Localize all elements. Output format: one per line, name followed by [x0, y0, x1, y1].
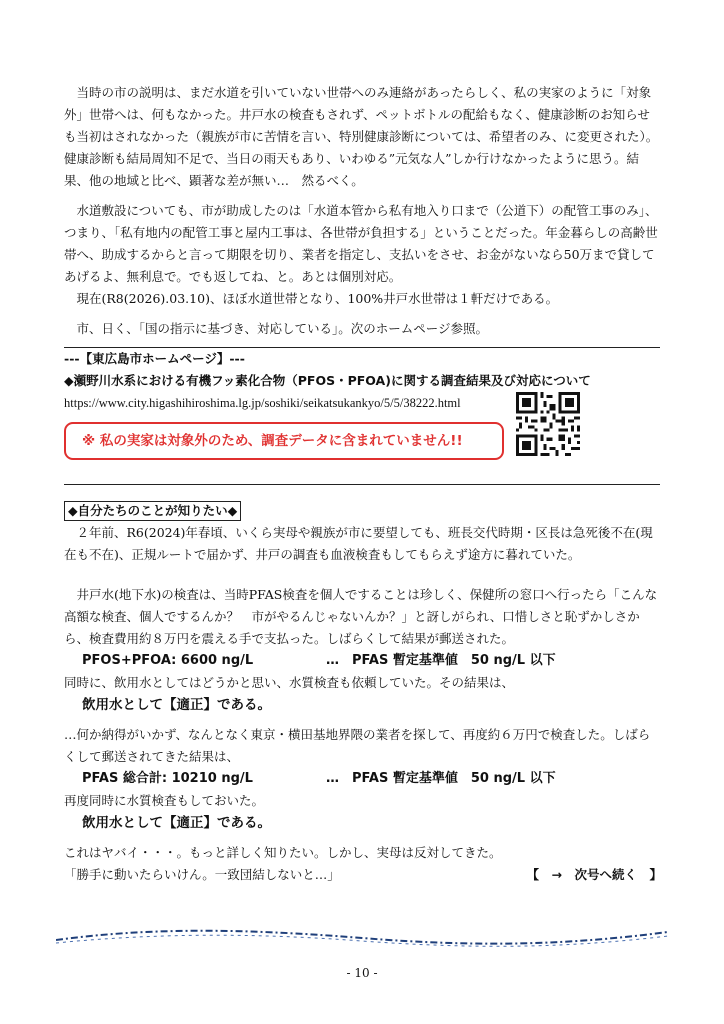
section-paragraph-4: …何か納得がいかず、なんとなく東京・横田基地界隈の業者を探して、再度約６万円で検査した。しばらくして郵送されてきた結果は、: [64, 727, 651, 764]
test-result-1-value: PFOS+PFOA: 6600 ng/L: [82, 653, 254, 668]
test-result-1-standard: … PFAS 暫定基準値 50 ng/L 以下: [326, 653, 556, 668]
test-result-2: [64, 768, 662, 790]
test-result-2-value: PFAS 総合計: 10210 ng/L: [82, 771, 253, 786]
homepage-title: ◆瀬野川水系における有機フッ素化合物（PFOS・PFOA)に関する調査結果及び対応について: [64, 373, 591, 388]
notice-box: [64, 422, 504, 460]
intro-paragraph-4: 市、日く、「国の指示に基づき、対応している」。次のホームページ参照。: [76, 321, 489, 336]
intro-paragraph-2: 水道敷設についても、市が助成したのは「水道本管から私有地入り口まで（公道下）の配管工事のみ」、つまり、「私有地内の配管工事と屋内工事は、各世帯が負担する」ということだった。年金暮らしの高齢世帯へ、助成するからと言って期限を切り、業者を指定し、支払いをさせ、お金がないなら50万まで貸してあげるよ、無利息で。でも返してね、と。あとは個別対応。: [64, 203, 658, 284]
intro-paragraph-1: 当時の市の説明は、まだ水道を引いていない世帯へのみ連絡があったらしく、私の実家のように「対象外」世帯へは、何もなかった。井戸水の検査もされず、ペットボトルの配給もなく、健康診断のお知らせも当初はされなかった（親族が市に苦情を言い、特別健康診断については、希望者のみ、に変更された）。健康診断も結局周知不足で、当日の雨天もあり、いわゆる”元気な人”しか行けなかったように思う。結果、他の地域と比べ、顕著な差が無い… 然るべく。: [64, 85, 659, 188]
qr-code-icon[interactable]: [516, 392, 580, 456]
closing-line: [64, 864, 662, 886]
test-result-2-standard: … PFAS 暫定基準値 50 ng/L 以下: [326, 771, 556, 786]
notice-text: ※ 私の実家は対象外のため、調査データに含まれていません!!: [82, 433, 463, 449]
verdict-1: 飲用水として【適正】である。: [82, 697, 271, 713]
section-paragraph-2: 井戸水(地下水)の検査は、当時PFAS検査を個人ですることは珍しく、保健所の窓口へ行ったら「こんな高額な検査、個人でするんか？ 市がやるんじゃないんか？」と訝しがられ、口惜しさと恥ずかしさから、検査費用約８万円を震える手で支払った。しばらくして結果が郵送された。: [64, 587, 658, 646]
intro-paragraph-3: 現在(R8(2026).03.10)、ほぼ水道世帯となり、100%井戸水世帯は１軒だけである。: [76, 291, 559, 306]
section-paragraph-1: ２年前、R6(2024)年春頃、いくら実母や親族が市に要望しても、班長交代時期・区長は急死後不在(現在も不在)、正規ルートで届かず、井戸の調査も血液検査もしてもらえず途方に暮れていた。: [64, 525, 653, 562]
homepage-url-link[interactable]: https://www.city.higashihiroshima.lg.jp/soshiki/seikatsukankyo/5/5/38222.html: [64, 396, 461, 410]
section-paragraph-6: これはヤバイ・・・。もっと詳しく知りたい。しかし、実母は反対してきた。: [64, 845, 502, 860]
section-heading: ◆自分たちのことが知りたい◆: [64, 501, 241, 521]
wave-divider: [56, 922, 668, 948]
section-paragraph-7: 「勝手に動いたらいけん。一致団結しないと…」: [64, 867, 340, 882]
verdict-2: 飲用水として【適正】である。: [82, 815, 271, 831]
divider-bottom: [64, 484, 660, 485]
page-number: - 10 -: [346, 966, 378, 980]
section-paragraph-5: 再度同時に水質検査もしておいた。: [64, 793, 265, 808]
continued-next-issue: 【 → 次号へ続く 】: [526, 867, 662, 882]
section-body: [64, 500, 662, 886]
section-paragraph-3: 同時に、飲用水としてはどうかと思い、水質検査も依頼していた。その結果は、: [64, 675, 515, 690]
article-body: [64, 82, 662, 340]
homepage-header: ---【東広島市ホームページ】---: [64, 351, 245, 366]
test-result-1: [64, 650, 662, 672]
